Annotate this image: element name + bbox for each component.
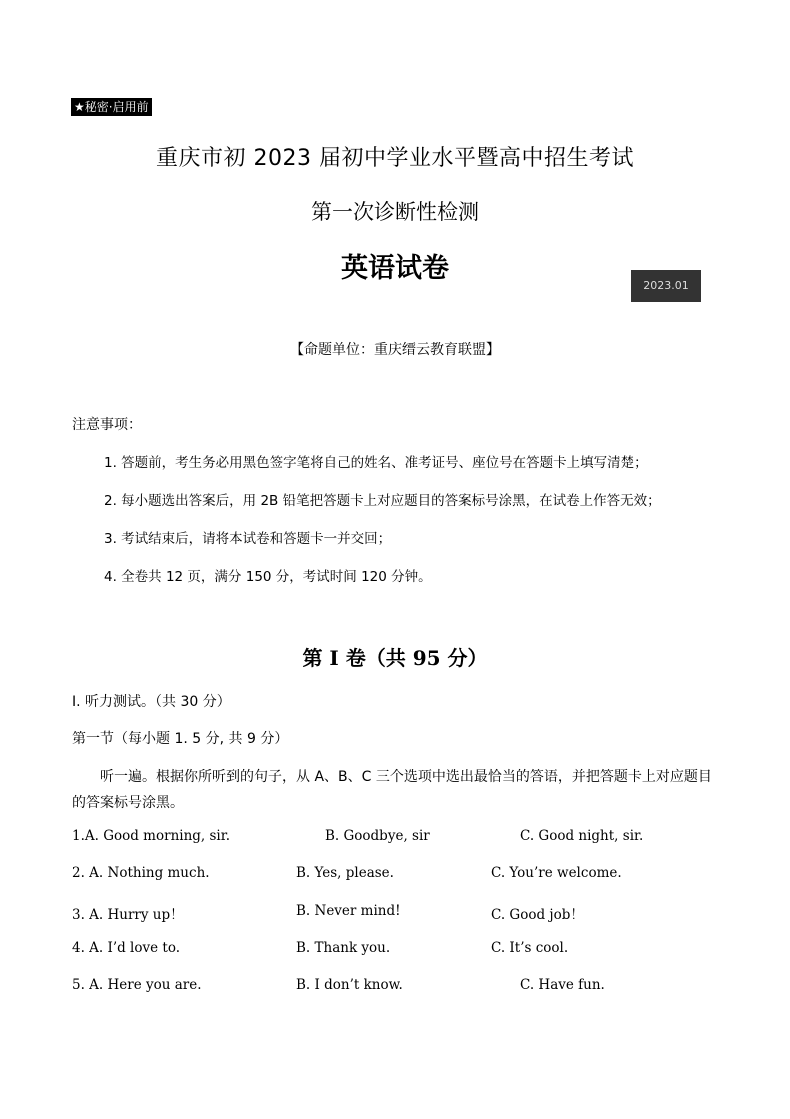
option-b: B. I don’t know. [296, 977, 403, 993]
instructions: 听一遍。根据你所听到的句子，从 A、B、C 三个选项中选出最恰当的答语，并把答题卡上对应题目的答案标号涂黑。 [72, 769, 712, 811]
subsection-heading: 第一节（每小题 1. 5 分, 共 9 分） [72, 731, 289, 747]
exam-title: 重庆市初 2023 届初中学业水平暨高中招生考试 [156, 146, 634, 171]
note-item-4: 4. 全卷共 12 页，满分 150 分，考试时间 120 分钟。 [104, 569, 432, 585]
date-tag: 2023.01 [631, 270, 701, 302]
note-item-3: 3. 考试结束后，请将本试卷和答题卡一并交回； [104, 531, 392, 547]
option-a: 1.A. Good morning, sir. [72, 828, 231, 844]
question-row [0, 940, 790, 960]
option-b: B. Yes, please. [296, 865, 394, 881]
part-heading: Ⅰ. 听力测试。（共 30 分） [72, 694, 231, 710]
option-c: C. You’re welcome. [491, 865, 622, 881]
notes-heading: 注意事项： [72, 417, 142, 433]
question-row [0, 865, 790, 885]
question-row [0, 828, 790, 848]
option-b: B. Thank you. [296, 940, 391, 956]
option-b: B. Goodbye, sir [325, 828, 430, 844]
option-a: 2. A. Nothing much. [72, 865, 210, 881]
paper-title: 英语试卷 [341, 253, 449, 284]
question-row [0, 903, 790, 923]
option-c: C. Have fun. [520, 977, 605, 993]
option-c: C. Good job！ [491, 907, 584, 923]
option-a: 3. A. Hurry up！ [72, 907, 184, 923]
note-item-1: 1. 答题前，考生务必用黑色签字笔将自己的姓名、准考证号、座位号在答题卡上填写清楚； [104, 455, 648, 471]
option-a: 5. A. Here you are. [72, 977, 202, 993]
option-c: C. It’s cool. [491, 940, 569, 956]
exam-subtitle: 第一次诊断性检测 [311, 200, 479, 224]
option-a: 4. A. I’d love to. [72, 940, 181, 956]
note-item-2: 2. 每小题选出答案后，用 2B 铅笔把答题卡上对应题目的答案标号涂黑，在试卷上作答无效； [104, 493, 661, 509]
author-unit: 【命题单位：重庆缙云教育联盟】 [290, 342, 500, 358]
section-title: 第 I 卷（共 95 分） [302, 646, 488, 670]
secret-tag: ★秘密·启用前 [71, 98, 152, 116]
question-row [0, 977, 790, 997]
option-c: C. Good night, sir. [520, 828, 644, 844]
option-b: B. Never mind! [296, 903, 401, 919]
